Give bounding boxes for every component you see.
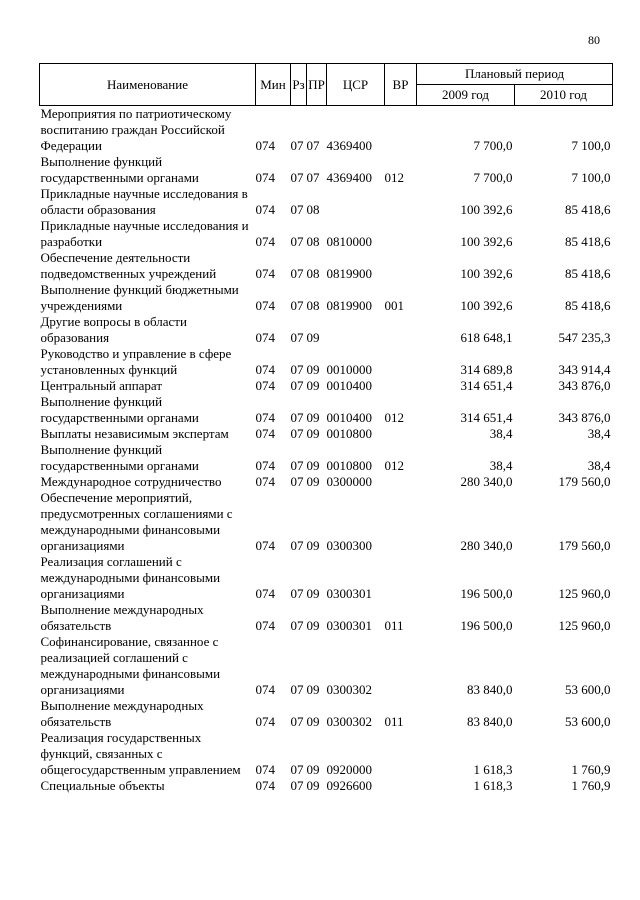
- cell-name: Выполнение международных обязательств: [40, 698, 204, 729]
- cell-pr: 09: [306, 778, 320, 793]
- cell-min: 074: [255, 682, 275, 697]
- cell-csr: 0300301: [326, 618, 372, 633]
- cell-pr: 07: [306, 170, 320, 185]
- cell-min: 074: [255, 330, 275, 345]
- header-year-2010: 2010 год: [515, 85, 613, 106]
- cell-pr: 08: [306, 234, 320, 249]
- cell-vr: [385, 186, 417, 218]
- cell-vr: [385, 634, 417, 698]
- cell-pr: 09: [306, 714, 320, 729]
- cell-2009: 100 392,6: [460, 266, 513, 281]
- table-row: [40, 490, 613, 554]
- cell-rz: 07: [290, 474, 304, 489]
- cell-csr: 0010800: [326, 426, 372, 441]
- cell-name: Обеспечение деятельности подведомственных учреждений: [40, 250, 217, 281]
- cell-csr: 0010000: [326, 362, 372, 377]
- header-name: Наименование: [40, 64, 256, 106]
- cell-name: Другие вопросы в области образования: [40, 314, 187, 345]
- cell-2010: 85 418,6: [565, 298, 611, 313]
- cell-pr: 09: [306, 762, 320, 777]
- cell-pr: 08: [306, 202, 320, 217]
- cell-pr: 09: [306, 618, 320, 633]
- cell-vr: [385, 378, 417, 394]
- cell-rz: 07: [290, 682, 304, 697]
- table-row: [40, 186, 613, 218]
- cell-2010: 343 876,0: [558, 378, 611, 393]
- cell-2009: 196 500,0: [460, 618, 513, 633]
- header-year-2009: 2009 год: [417, 85, 515, 106]
- cell-rz: 07: [290, 458, 304, 473]
- cell-min: 074: [255, 362, 275, 377]
- cell-2009: 38,4: [489, 458, 513, 473]
- cell-min: 074: [255, 618, 275, 633]
- cell-min: 074: [255, 298, 275, 313]
- cell-min: 074: [255, 474, 275, 489]
- cell-min: 074: [255, 778, 275, 793]
- cell-rz: 07: [290, 618, 304, 633]
- cell-2009: 83 840,0: [467, 682, 513, 697]
- cell-2010: 85 418,6: [565, 202, 611, 217]
- cell-min: 074: [255, 586, 275, 601]
- cell-2009: 618 648,1: [460, 330, 513, 345]
- cell-vr: 012: [384, 170, 404, 185]
- cell-name: Международное сотрудничество: [40, 474, 222, 489]
- cell-2009: 7 700,0: [473, 170, 513, 185]
- cell-2010: 38,4: [587, 426, 611, 441]
- cell-name: Софинансирование, связанное с реализацией соглашений с международными финансовыми организациями: [40, 634, 221, 697]
- cell-2009: 100 392,6: [460, 234, 513, 249]
- cell-name: Центральный аппарат: [40, 378, 163, 393]
- cell-name: Обеспечение мероприятий, предусмотренных соглашениями с международными финансовыми организациями: [40, 490, 233, 553]
- cell-2010: 179 560,0: [558, 538, 611, 553]
- table-row: [40, 554, 613, 602]
- table-row: [40, 634, 613, 698]
- cell-pr: 09: [306, 538, 320, 553]
- cell-vr: [385, 250, 417, 282]
- table-row: [40, 602, 613, 634]
- cell-2009: 280 340,0: [460, 538, 513, 553]
- cell-2010: 125 960,0: [558, 586, 611, 601]
- budget-table: [39, 63, 613, 794]
- cell-min: 074: [255, 378, 275, 393]
- cell-csr: 0300302: [326, 682, 372, 697]
- cell-vr: 001: [384, 298, 404, 313]
- cell-rz: 07: [290, 330, 304, 345]
- cell-pr: 09: [306, 426, 320, 441]
- cell-csr: 0300000: [326, 474, 372, 489]
- cell-vr: [385, 490, 417, 554]
- cell-rz: 07: [290, 778, 304, 793]
- cell-min: 074: [255, 426, 275, 441]
- cell-vr: 012: [384, 458, 404, 473]
- cell-vr: 012: [384, 410, 404, 425]
- cell-min: 074: [255, 538, 275, 553]
- cell-csr: 0819900: [326, 266, 372, 281]
- cell-2009: 38,4: [489, 426, 513, 441]
- cell-min: 074: [255, 202, 275, 217]
- cell-2010: 179 560,0: [558, 474, 611, 489]
- cell-2009: 83 840,0: [467, 714, 513, 729]
- cell-min: 074: [255, 170, 275, 185]
- cell-name: Выполнение международных обязательств: [40, 602, 204, 633]
- cell-2009: 314 651,4: [460, 410, 513, 425]
- cell-csr: 4369400: [326, 138, 372, 153]
- cell-vr: [385, 314, 417, 346]
- cell-name: Прикладные научные исследования и разработки: [40, 218, 249, 249]
- cell-vr: [385, 730, 417, 778]
- table-row: [40, 698, 613, 730]
- cell-vr: 011: [384, 714, 404, 729]
- header-pr: ПР: [307, 64, 327, 106]
- cell-min: 074: [255, 138, 275, 153]
- table-row: [40, 282, 613, 314]
- cell-pr: 08: [306, 266, 320, 281]
- cell-2009: 1 618,3: [473, 778, 513, 793]
- cell-csr: 0300300: [326, 538, 372, 553]
- cell-rz: 07: [290, 138, 304, 153]
- table-row: [40, 250, 613, 282]
- table-row: [40, 474, 613, 490]
- cell-name: Выполнение функций государственными органами: [40, 442, 199, 473]
- cell-csr: 4369400: [326, 170, 372, 185]
- cell-2010: 53 600,0: [565, 714, 611, 729]
- cell-min: 074: [255, 234, 275, 249]
- cell-rz: 07: [290, 762, 304, 777]
- cell-2010: 7 100,0: [571, 170, 611, 185]
- cell-pr: 09: [306, 458, 320, 473]
- page-number: 80: [588, 33, 600, 47]
- header-vr: ВР: [385, 64, 417, 106]
- cell-2010: 547 235,3: [558, 330, 611, 345]
- cell-2010: 343 876,0: [558, 410, 611, 425]
- table-row: [40, 154, 613, 186]
- cell-2009: 7 700,0: [473, 138, 513, 153]
- header-plan-period: Плановый период: [417, 64, 613, 85]
- cell-2010: 1 760,9: [571, 762, 611, 777]
- cell-2009: 100 392,6: [460, 202, 513, 217]
- cell-name: Выплаты независимым экспертам: [40, 426, 229, 441]
- table-row: [40, 778, 613, 794]
- cell-rz: 07: [290, 378, 304, 393]
- cell-2010: 7 100,0: [571, 138, 611, 153]
- cell-csr: 0010400: [326, 378, 372, 393]
- cell-2010: 53 600,0: [565, 682, 611, 697]
- header-rz: Рз: [291, 64, 307, 106]
- cell-rz: 07: [290, 410, 304, 425]
- cell-csr: 0926600: [326, 778, 372, 793]
- cell-vr: [385, 554, 417, 602]
- table-row: [40, 378, 613, 394]
- cell-pr: 09: [306, 362, 320, 377]
- cell-2009: 196 500,0: [460, 586, 513, 601]
- cell-vr: [385, 346, 417, 378]
- cell-csr: [327, 186, 385, 218]
- cell-2009: 314 689,8: [460, 362, 513, 377]
- cell-pr: 09: [306, 682, 320, 697]
- cell-csr: 0300301: [326, 586, 372, 601]
- cell-2010: 125 960,0: [558, 618, 611, 633]
- table-row: [40, 426, 613, 442]
- header-min: Мин: [256, 64, 291, 106]
- cell-csr: 0920000: [326, 762, 372, 777]
- cell-min: 074: [255, 458, 275, 473]
- cell-rz: 07: [290, 426, 304, 441]
- cell-pr: 08: [306, 298, 320, 313]
- cell-name: Руководство и управление в сфере установленных функций: [40, 346, 232, 377]
- cell-pr: 09: [306, 410, 320, 425]
- cell-vr: [385, 778, 417, 794]
- cell-csr: 0300302: [326, 714, 372, 729]
- table-body: [40, 106, 613, 795]
- cell-csr: 0010400: [326, 410, 372, 425]
- cell-rz: 07: [290, 362, 304, 377]
- cell-pr: 07: [306, 138, 320, 153]
- cell-rz: 07: [290, 714, 304, 729]
- cell-name: Прикладные научные исследования в области образования: [40, 186, 248, 217]
- cell-name: Выполнение функций государственными органами: [40, 154, 199, 185]
- table-row: [40, 730, 613, 778]
- table-row: [40, 106, 613, 155]
- cell-name: Реализация соглашений с международными финансовыми организациями: [40, 554, 221, 601]
- cell-name: Реализация государственных функций, связанных с общегосударственным управлением: [40, 730, 241, 777]
- cell-rz: 07: [290, 298, 304, 313]
- cell-2009: 314 651,4: [460, 378, 513, 393]
- cell-2010: 85 418,6: [565, 234, 611, 249]
- cell-csr: 0010800: [326, 458, 372, 473]
- table-row: [40, 394, 613, 426]
- cell-vr: [385, 474, 417, 490]
- cell-min: 074: [255, 714, 275, 729]
- cell-2009: 100 392,6: [460, 298, 513, 313]
- cell-2009: 1 618,3: [473, 762, 513, 777]
- cell-vr: [385, 426, 417, 442]
- table-row: [40, 314, 613, 346]
- cell-csr: 0819900: [326, 298, 372, 313]
- cell-vr: 011: [384, 618, 404, 633]
- cell-min: 074: [255, 266, 275, 281]
- cell-rz: 07: [290, 586, 304, 601]
- cell-2010: 85 418,6: [565, 266, 611, 281]
- cell-name: Мероприятия по патриотическому воспитанию граждан Российской Федерации: [40, 106, 232, 153]
- cell-csr: [327, 314, 385, 346]
- cell-name: Выполнение функций государственными органами: [40, 394, 199, 425]
- cell-min: 074: [255, 410, 275, 425]
- cell-rz: 07: [290, 266, 304, 281]
- cell-min: 074: [255, 762, 275, 777]
- table-row: [40, 218, 613, 250]
- cell-2010: 343 914,4: [558, 362, 611, 377]
- cell-name: Специальные объекты: [40, 778, 165, 793]
- cell-pr: 09: [306, 330, 320, 345]
- cell-rz: 07: [290, 170, 304, 185]
- cell-2009: 280 340,0: [460, 474, 513, 489]
- header-csr: ЦСР: [327, 64, 385, 106]
- cell-vr: [385, 218, 417, 250]
- cell-pr: 09: [306, 474, 320, 489]
- cell-2010: 38,4: [587, 458, 611, 473]
- cell-csr: 0810000: [326, 234, 372, 249]
- cell-vr: [385, 106, 417, 155]
- table-row: [40, 442, 613, 474]
- cell-rz: 07: [290, 234, 304, 249]
- cell-name: Выполнение функций бюджетными учреждениями: [40, 282, 239, 313]
- cell-rz: 07: [290, 538, 304, 553]
- cell-pr: 09: [306, 378, 320, 393]
- cell-rz: 07: [290, 202, 304, 217]
- table-row: [40, 346, 613, 378]
- cell-2010: 1 760,9: [571, 778, 611, 793]
- cell-pr: 09: [306, 586, 320, 601]
